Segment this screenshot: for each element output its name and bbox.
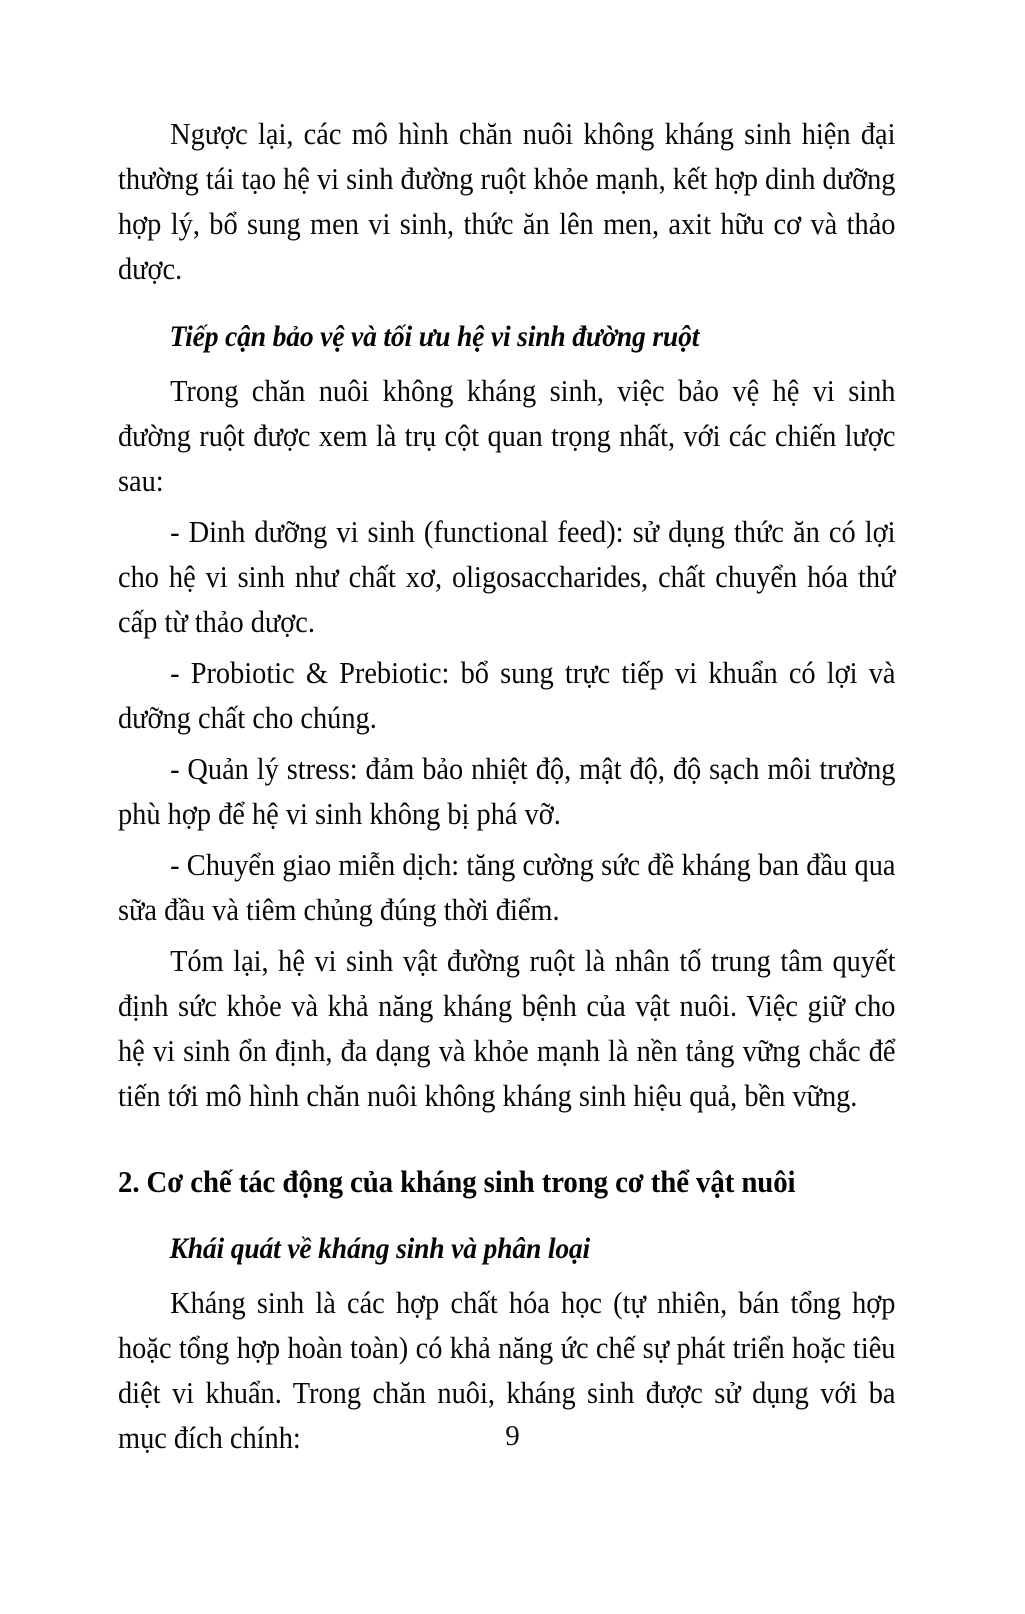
paragraph-antibiotic-definition: Kháng sinh là các hợp chất hóa học (tự nhiên, bán tổng hợp hoặc tổng hợp hoàn toàn) có khả năng ức chế sự phát triển hoặc tiêu diệt vi khuẩn. Trong chăn nuôi, kháng sinh được sử dụng với ba mục đích chính: — [118, 1286, 896, 1455]
subheading-gut-microbiome-protection: Tiếp cận bảo vệ và tối ưu hệ vi sinh đường ruột — [169, 320, 700, 353]
subheading-antibiotic-overview: Khái quát về kháng sinh và phân loại — [169, 1232, 591, 1265]
list-item-functional-feed: - Dinh dưỡng vi sinh (functional feed): sử dụng thức ăn có lợi cho hệ vi sinh như chất xơ, oligosaccharides, chất chuyển hóa thứ cấp từ thảo dược. — [118, 515, 896, 639]
list-item-probiotic-prebiotic: - Probiotic & Prebiotic: bổ sung trực tiếp vi khuẩn có lợi và dưỡng chất cho chúng. — [118, 656, 896, 735]
paragraph-summary-microbiome: Tóm lại, hệ vi sinh vật đường ruột là nhân tố trung tâm quyết định sức khỏe và khả năng kháng bệnh của vật nuôi. Việc giữ cho hệ vi sinh ổn định, đa dạng và khỏe mạnh là nền tảng vững chắc để tiến tới mô hình chăn nuôi không kháng sinh hiệu quả, bền vững. — [118, 944, 896, 1113]
paragraph-intro-antibiotic-free-models: Ngược lại, các mô hình chăn nuôi không kháng sinh hiện đại thường tái tạo hệ vi sinh đường ruột khỏe mạnh, kết hợp dinh dưỡng hợp lý, bổ sung men vi sinh, thức ăn lên men, axit hữu cơ và thảo dược. — [118, 117, 896, 286]
paragraph-protection-strategies-intro: Trong chăn nuôi không kháng sinh, việc bảo vệ hệ vi sinh đường ruột được xem là trụ cột quan trọng nhất, với các chiến lược sau: — [118, 374, 896, 498]
page-number: 9 — [505, 1420, 520, 1452]
list-item-immunity-transfer: - Chuyển giao miễn dịch: tăng cường sức đề kháng ban đầu qua sữa đầu và tiêm chủng đúng thời điểm. — [118, 848, 896, 927]
page-content — [118, 112, 896, 1461]
section-heading-2: 2. Cơ chế tác động của kháng sinh trong cơ thể vật nuôi — [118, 1164, 796, 1199]
list-item-stress-management: - Quản lý stress: đảm bảo nhiệt độ, mật độ, độ sạch môi trường phù hợp để hệ vi sinh không bị phá vỡ. — [118, 752, 896, 831]
